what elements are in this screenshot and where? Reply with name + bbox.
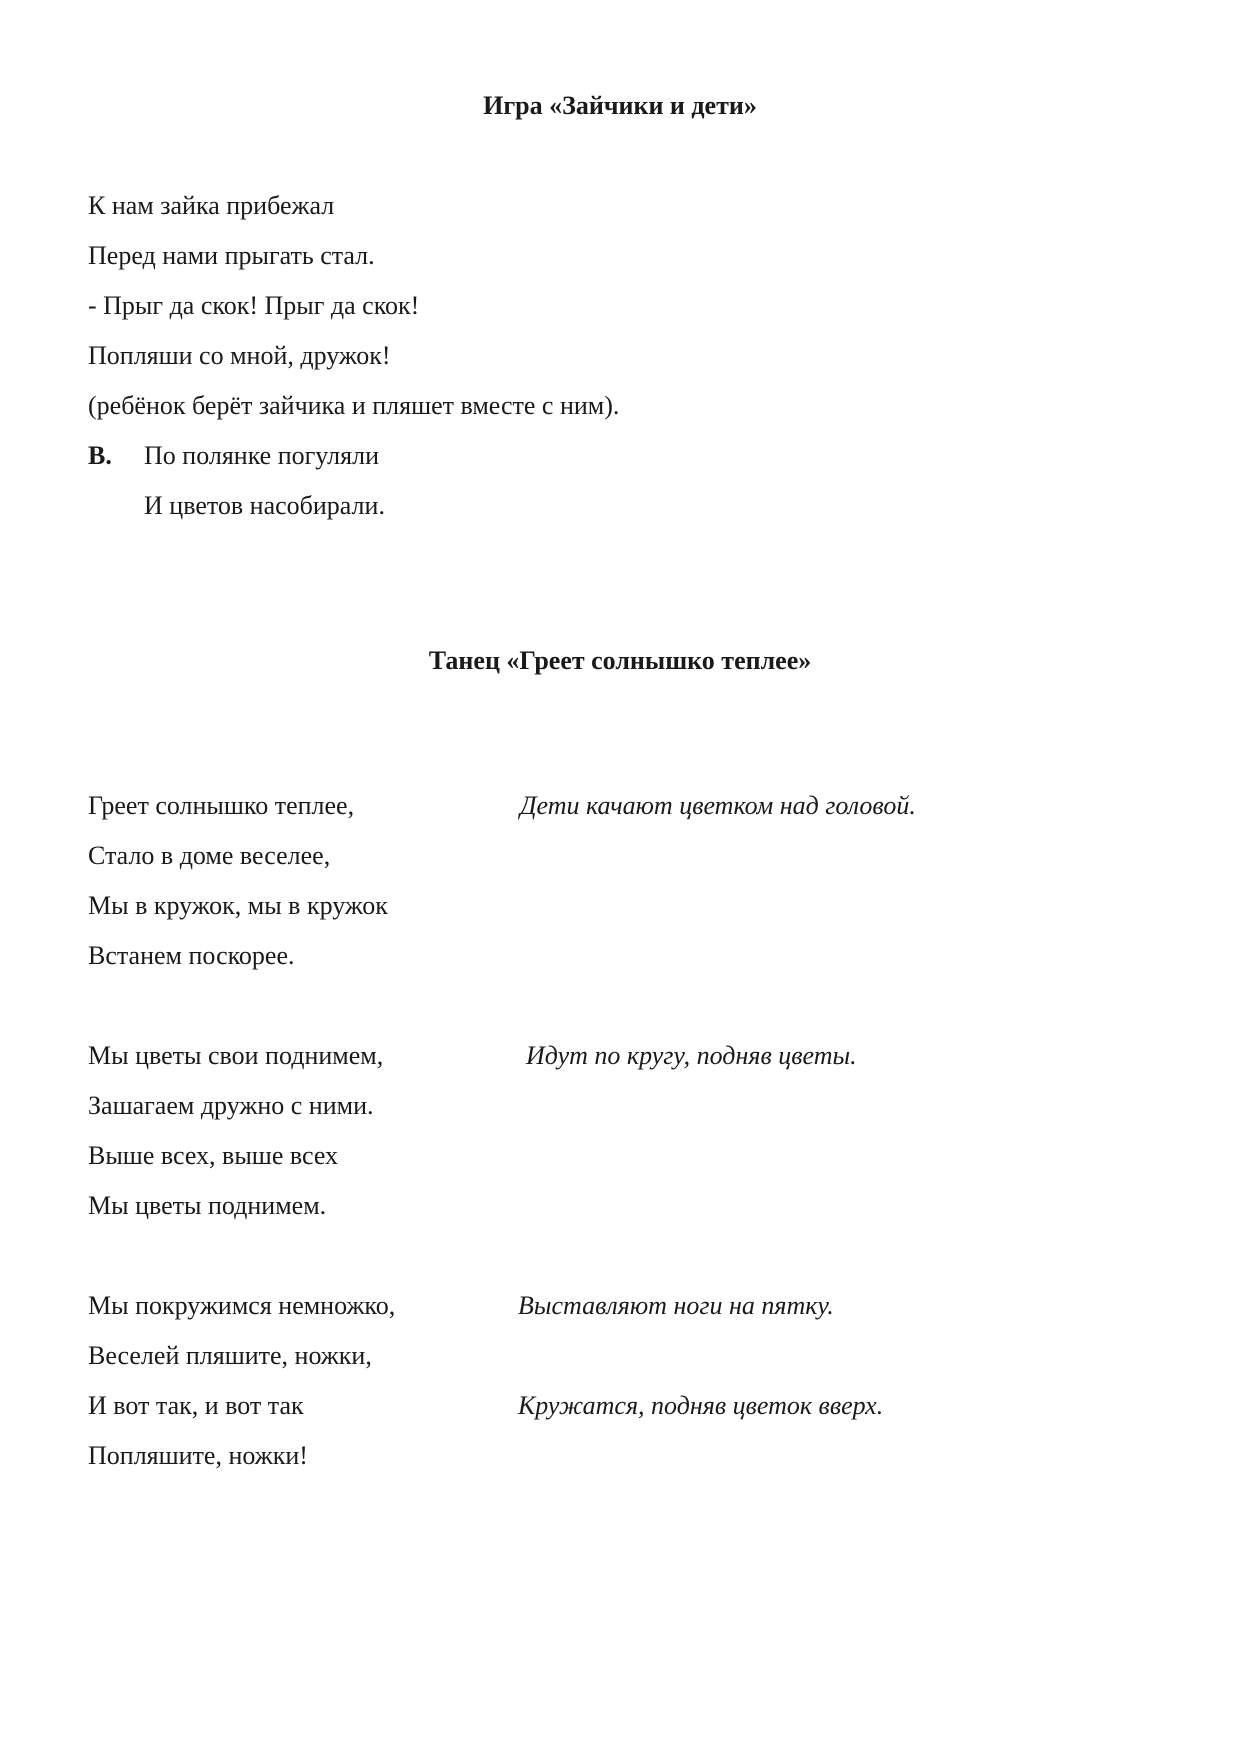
stanza-3-line-2: Веселей пляшите, ножки, bbox=[88, 1341, 372, 1370]
stanza-3-line-3: И вот так, и вот так bbox=[88, 1391, 304, 1420]
game-line-2: Перед нами прыгать стал. bbox=[88, 241, 375, 270]
stanza-3-note-1: Выставляют ноги на пятку. bbox=[518, 1291, 834, 1320]
dance-title: Танец «Греет солнышко теплее» bbox=[428, 646, 812, 675]
stanza-3-line-4: Попляшите, ножки! bbox=[88, 1441, 308, 1470]
stanza-2-line-2: Зашагаем дружно с ними. bbox=[88, 1091, 374, 1120]
game-line-3: - Прыг да скок! Прыг да скок! bbox=[88, 291, 420, 320]
stanza-2-line-3: Выше всех, выше всех bbox=[88, 1141, 339, 1170]
speaker-marker: В. bbox=[88, 441, 112, 470]
speaker-line-1: По полянке погуляли bbox=[144, 441, 379, 470]
stanza-2-line-4: Мы цветы поднимем. bbox=[88, 1191, 327, 1220]
game-line-4: Попляши со мной, дружок! bbox=[88, 341, 391, 370]
game-title: Игра «Зайчики и дети» bbox=[483, 91, 757, 120]
stanza-3-line-1: Мы покружимся немножко, bbox=[88, 1291, 396, 1320]
stanza-1-line-4: Встанем поскорее. bbox=[88, 941, 295, 970]
game-stage-direction: (ребёнок берёт зайчика и пляшет вместе с ним). bbox=[88, 391, 620, 420]
stanza-1-line-1: Греет солнышко теплее, bbox=[88, 791, 355, 820]
stanza-2-line-1: Мы цветы свои поднимем, bbox=[88, 1041, 384, 1070]
stanza-2-note-1: Идут по кругу, подняв цветы. bbox=[526, 1041, 857, 1070]
game-line-1: К нам зайка прибежал bbox=[88, 191, 335, 220]
stanza-1-line-3: Мы в кружок, мы в кружок bbox=[88, 891, 388, 920]
stanza-1-note-1: Дети качают цветком над головой. bbox=[520, 791, 916, 820]
stanza-1-line-2: Стало в доме веселее, bbox=[88, 841, 331, 870]
stanza-3-note-2: Кружатся, подняв цветок вверх. bbox=[518, 1391, 884, 1420]
speaker-line-2: И цветов насобирали. bbox=[144, 491, 385, 520]
